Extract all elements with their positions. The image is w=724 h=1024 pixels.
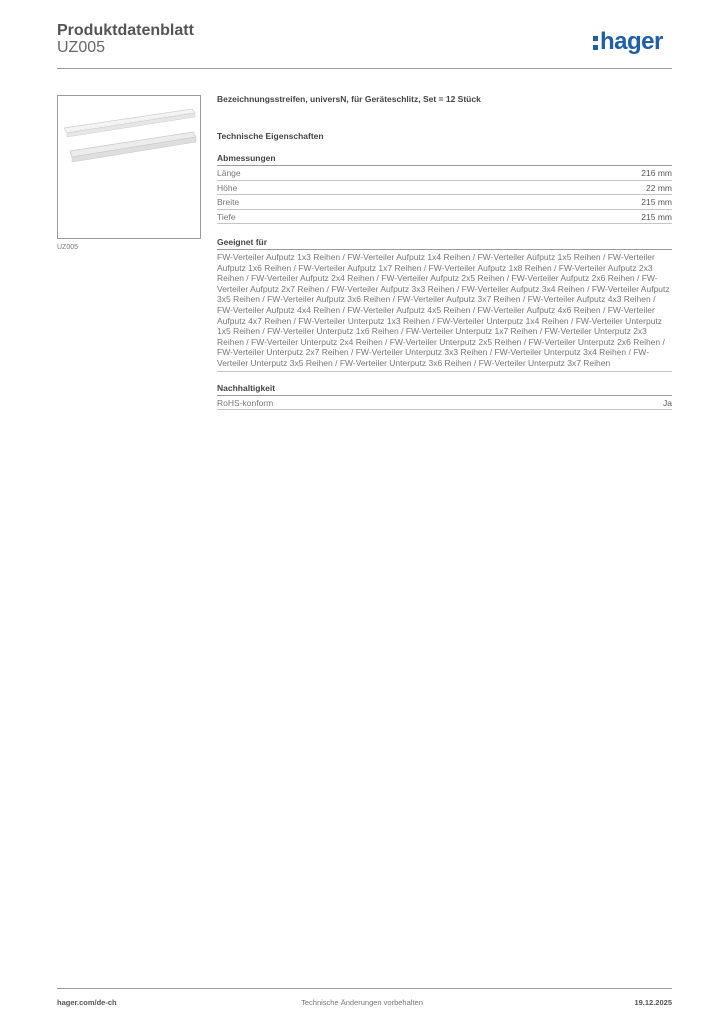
- header-divider: [57, 68, 672, 69]
- sustainability-heading: Nachhaltigkeit: [217, 383, 672, 396]
- row-value: Ja: [663, 397, 672, 408]
- row-label: Breite: [217, 197, 240, 207]
- dimensions-table: [217, 166, 672, 224]
- row-label: Höhe: [217, 182, 238, 193]
- table-row: [217, 396, 672, 411]
- hager-logo: [593, 27, 663, 57]
- page-title: Produktdatenblatt: [57, 22, 194, 39]
- row-label: RoHS-konform: [217, 397, 274, 408]
- footer-website-link[interactable]: hager.com/de-ch: [57, 998, 117, 1007]
- row-label: Tiefe: [217, 211, 236, 222]
- technical-properties-heading: Technische Eigenschaften: [217, 131, 324, 141]
- product-description: Bezeichnungsstreifen, universN, für Geräteschlitz, Set = 12 Stück: [217, 94, 481, 104]
- product-image-frame: [57, 95, 201, 239]
- footer-date: 19.12.2025: [634, 998, 672, 1007]
- footer-disclaimer: Technische Änderungen vorbehalten: [301, 998, 423, 1007]
- dimensions-heading: Abmessungen: [217, 153, 672, 166]
- table-row: [217, 181, 672, 196]
- label-strip-image: [58, 96, 200, 238]
- footer-divider: [57, 988, 672, 989]
- product-code: UZ005: [57, 39, 106, 56]
- table-row: [217, 210, 672, 225]
- row-label: Länge: [217, 168, 241, 178]
- row-value: 215 mm: [641, 211, 672, 222]
- row-value: 216 mm: [641, 168, 672, 178]
- table-row: [217, 195, 672, 210]
- product-details: [217, 94, 672, 410]
- logo-text: hager: [600, 28, 663, 55]
- suitable-for-heading: Geeignet für: [217, 237, 672, 250]
- row-value: 22 mm: [646, 182, 672, 193]
- logo-dots-icon: [593, 36, 598, 50]
- image-caption: UZ005: [57, 244, 79, 251]
- suitable-for-text: FW-Verteiler Aufputz 1x3 Reihen / FW-Verteiler Aufputz 1x4 Reihen / FW-Verteiler Aufputz 1x5 Reihen / FW-Verteiler Aufputz 1x6 Reihen / FW-Verteiler Aufputz 1x7 Reihen / FW-Verteiler Aufputz 1x8 Reihen / FW-Verteiler Aufputz 2x3 Reihen / FW-Verteiler Aufputz 2x4 Reihen / FW-Verteiler Aufputz 2x5 Reihen / FW-Verteiler Aufputz 2x6 Reihen / FW-Verteiler Aufputz 2x7 Reihen / FW-Verteiler Aufputz 3x3 Reihen / FW-Verteiler Aufputz 3x4 Reihen / FW-Verteiler Aufputz 3x5 Reihen / FW-Verteiler Aufputz 3x6 Reihen / FW-Verteiler Aufputz 3x7 Reihen / FW-Verteiler Aufputz 4x3 Reihen / FW-Verteiler Aufputz 4x4 Reihen / FW-Verteiler Aufputz 4x5 Reihen / FW-Verteiler Aufputz 4x6 Reihen / FW-Verteiler Aufputz 4x7 Reihen / FW-Verteiler Unterputz 1x3 Reihen / FW-Verteiler Unterputz 1x4 Reihen / FW-Verteiler Unterputz 1x5 Reihen / FW-Verteiler Unterputz 1x6 Reihen / FW-Verteiler Unterputz 1x7 Reihen / FW-Verteiler Unterputz 2x3 Reihen / FW-Verteiler Unterputz 2x4 Reihen / FW-Verteiler Unterputz 2x5 Reihen / FW-Verteiler Unterputz 2x6 Reihen / FW-Verteiler Unterputz 2x7 Reihen / FW-Verteiler Unterputz 3x3 Reihen / FW-Verteiler Unterputz 3x4 Reihen / FW-Verteiler Unterputz 3x5 Reihen / FW-Verteiler Unterputz 3x6 Reihen / FW-Verteiler Unterputz 3x7 Reihen: [217, 250, 672, 372]
- row-value: 215 mm: [641, 197, 672, 207]
- table-row: [217, 166, 672, 181]
